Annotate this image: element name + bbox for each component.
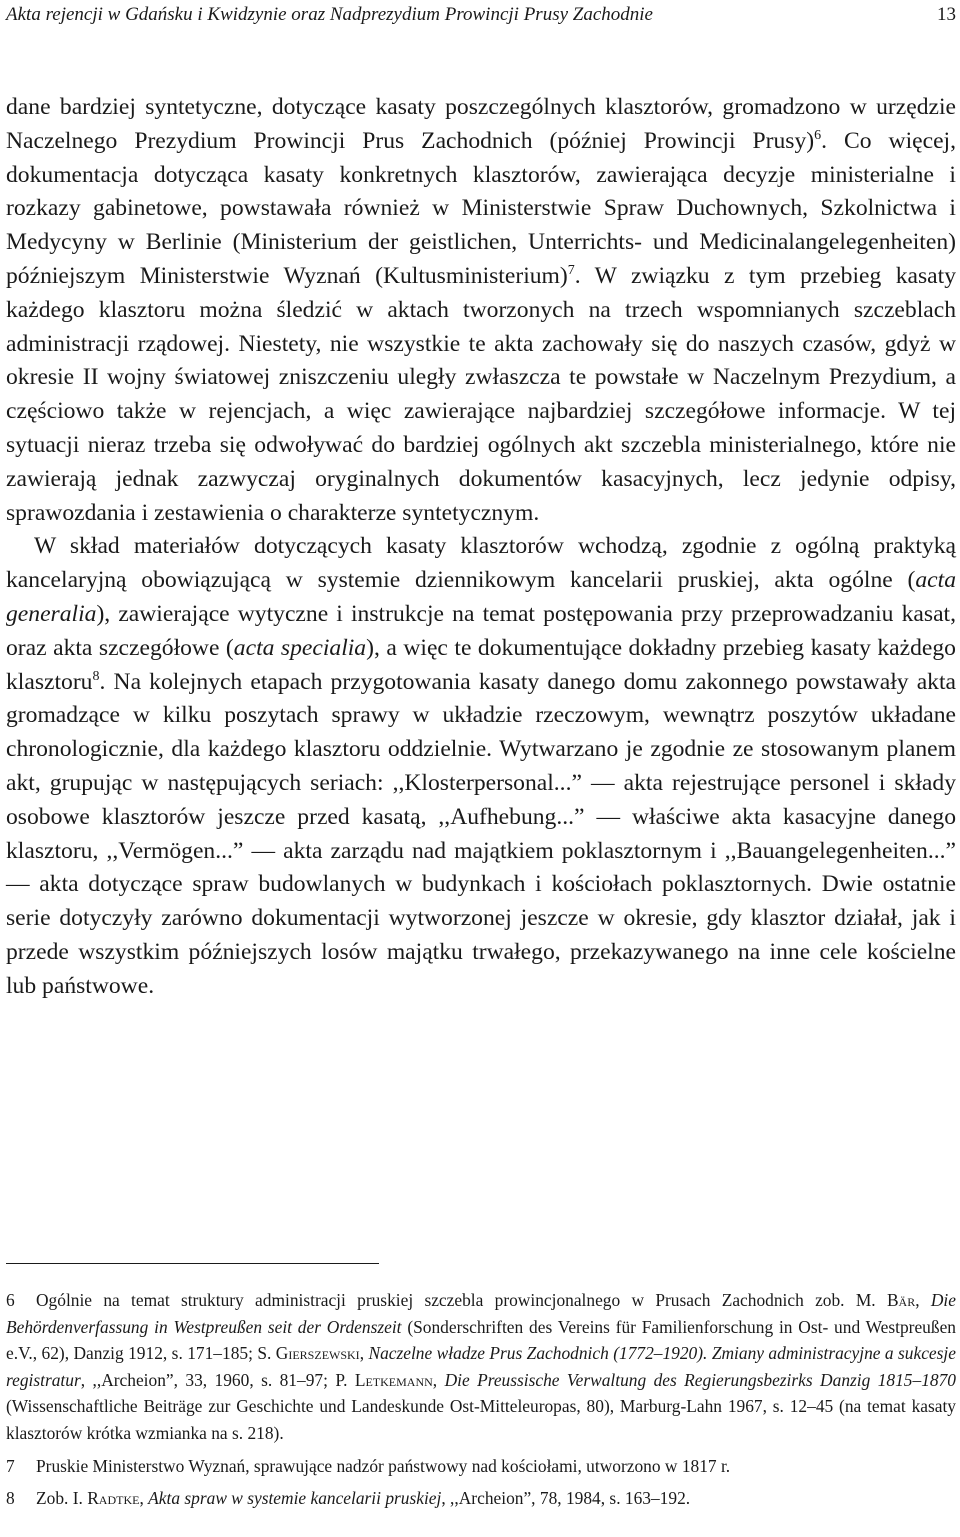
footnote-text: , ,,Archeion”, 33, 1960, s. 81–97; P. <box>80 1369 355 1390</box>
latin-term: acta generalia <box>6 567 956 627</box>
paragraph-text: ), a więc te dokumentujące dokładny przebieg kasaty każdego klasztoru <box>6 634 956 695</box>
work-title: Akta spraw w systemie kancelarii pruskiej <box>148 1488 442 1509</box>
work-title: Die Preussische Verwaltung des Regierungsbezirks Danzig 1815–1870 <box>444 1369 956 1390</box>
paragraph-text: . Co więcej, dokumentacja dotycząca kasaty konkretnych klasztorów, zawierająca decyzje ministerialne i rozkazy gabinetowe, powstawała również w Ministerstwie Spraw Duchownych, Szkolnictwa i Medycyny w Berlinie (Ministerium der geistlichen, Unterrichts- und Medicinalangelegenheiten) późniejszym Ministerstwie Wyznań (Kultusministerium) <box>6 127 956 289</box>
footnote-7 <box>6 1453 956 1480</box>
main-text <box>6 91 956 1004</box>
work-title: Naczelne władze Prus Zachodnich (1772–1920). Zmiany administracyjne a sukcesje registratur <box>6 1343 956 1390</box>
running-header <box>6 2 956 28</box>
footnote-ref-8[interactable]: 8 <box>92 668 100 684</box>
footnote-ref-6[interactable]: 6 <box>814 127 822 143</box>
document-page <box>6 0 956 1537</box>
author-name: Bär <box>886 1290 916 1310</box>
footnote-8 <box>6 1485 956 1512</box>
latin-term: acta specialia <box>233 634 367 661</box>
footnote-text: , <box>139 1488 149 1509</box>
footnote-ref-7[interactable]: 7 <box>567 262 575 278</box>
footnote-text: Zob. I. <box>36 1488 88 1509</box>
footnote-separator <box>6 1263 379 1264</box>
footnote-text: , <box>915 1290 931 1310</box>
footnote-text: , <box>359 1343 369 1364</box>
work-title: Die Behördenverfassung in Westpreußen seit der Ordenszeit <box>6 1290 956 1337</box>
footnote-number: 8 <box>6 1488 15 1509</box>
author-name: Gierszewski <box>275 1343 360 1364</box>
running-header-title: Akta rejencji w Gdańsku i Kwidzynie oraz Nadprezydium Prowincji Prusy Zachodnie <box>6 4 653 25</box>
footnote-number: 7 <box>6 1455 15 1476</box>
paragraph-text: . Na kolejnych etapach przygotowania kasaty danego domu zakonnego powstawały akta gromadzące w kilku poszytach sprawy w układzie rzeczowym, wewnątrz poszytów układane chronologicznie, dla każdego klasztoru oddzielnie. Wytwarzano je zgodnie ze stosowanym planem akt, grupując w następujących seriach: ,,Klosterpersonal...” — akta rejestrujące personel i składy osobowe klasztorów jeszcze przed kasatą, ,,Aufhebung...” — właściwe akta kasacyjne danego klasztoru, ,,Vermögen...” — akta zarządu nad majątkiem poklasztornym i ,,Bauangelegenheiten...” — akta dotyczące spraw budowlanych w budynkach i kościołach poklasztornych. Dwie ostatnie serie dotyczyły zarówno dokumentacji wytworzonej jeszcze w okresie, gdy klasztor działał, jak i przede wszystkim późniejszych losów majątku trwałego, przekazywanego na inne cele kościelne lub państwowe. <box>6 668 956 999</box>
paragraph-text: . W związku z tym przebieg kasaty każdego klasztoru można śledzić w aktach tworzonych na trzech wspomnianych szczeblach administracji rządowej. Niestety, nie wszystkie te akta zachowały się do naszych czasów, gdyż w okresie II wojny światowej zniszczeniu uległy zwłaszcza te powstałe w Naczelnym Prezydium, a częściowo także w rejencjach, a więc zawierające najbardziej szczegółowe informacje. W tej sytuacji nieraz trzeba się odwoływać do bardziej ogólnych akt szczebla ministerialnego, które nie zawierają jednak zazwyczaj oryginalnych dokumentów kasacyjnych, lecz jedynie odpisy, sprawozdania i zestawienia o charakterze syntetycznym. <box>6 262 957 526</box>
author-name: Radtke <box>87 1488 140 1509</box>
page-number: 13 <box>937 4 956 25</box>
footnote-number: 6 <box>6 1290 15 1310</box>
footnotes <box>6 1287 956 1512</box>
paragraph <box>6 530 956 1003</box>
footnote-text: (Sonderschriften des Vereins für Familienforschung in Ost- und Westpreußen e.V., 62), Danzig 1912, s. 171–185; S. <box>6 1316 956 1364</box>
paragraph-text: W skład materiałów dotyczących kasaty klasztorów wchodzą, zgodnie z ogólną praktyką kancelaryjną obowiązującą w systemie dziennikowym kancelarii pruskiej, akta ogólne ( <box>6 533 956 594</box>
footnote-text: Pruskie Ministerstwo Wyznań, sprawujące nadzór państwowy nad kościołami, utworzono w 1817 r. <box>36 1455 731 1476</box>
footnote-text: , ,,Archeion”, 78, 1984, s. 163–192. <box>441 1488 691 1509</box>
footnote-text: , <box>432 1369 445 1390</box>
author-name: Letkemann <box>354 1369 433 1390</box>
paragraph-text: ), zawierające wytyczne i instrukcje na temat postępowania przy przeprowadzaniu kasat, oraz akta szczegółowe ( <box>6 600 956 661</box>
footnote-text: (Wissenschaftliche Beiträge zur Geschichte und Landeskunde Ost-Mitteleuropas, 80), Marburg-Lahn 1967, s. 12–45 (na temat kasaty klasztorów krótka wzmianka na s. 218). <box>6 1396 956 1443</box>
footnote-text: Ogólnie na temat struktury administracji pruskiej szczebla prowincjonalnego w Prusach Zachodnich zob. M. <box>36 1290 887 1310</box>
footnote-6 <box>6 1287 956 1447</box>
paragraph-text: dane bardziej syntetyczne, dotyczące kasaty poszczególnych klasztorów, gromadzono w urzędzie Naczelnego Prezydium Prowincji Prus Zachodnich (później Prowincji Prusy) <box>6 94 956 154</box>
paragraph <box>6 91 956 530</box>
